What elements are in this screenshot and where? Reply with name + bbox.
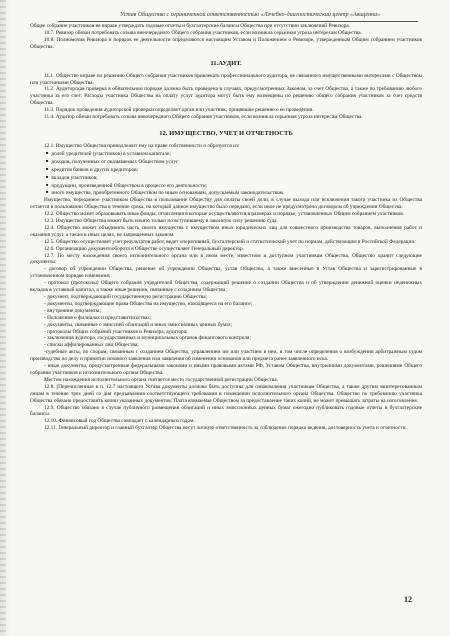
list-item: ■ иного имущества, приобретенного Обществом по иным основаниям, допускаемым законодательством. [30, 189, 422, 197]
paragraph: 12.9. Общество обязано в случае публичного размещения облигаций и иных эмиссионных ценных бумаг ежегодно публиковать годовые отчеты и бухгалтерские балансы. [30, 404, 422, 418]
paragraph: - протоколы Общих собраний участников и Ревизора, аудитора; [44, 328, 188, 335]
paragraph: - договор об учреждении Общества, решение об учреждении Общества, устав Общества, а также внесенные в Устав Общества и зарегистрированные в установленном порядке изменения; [30, 266, 422, 280]
page-number: 12 [404, 595, 412, 604]
paragraph: - протокол (протоколы) Общего собрания учредителей Общества, содержащий решение о создании Общества и об утверждении денежной оценки неденежных вкладов в уставный капитал, а также иные решения, связанные с созданием Общества; [30, 280, 422, 294]
document-body [30, 23, 422, 432]
paragraph: 10.7. Ревизор обязан потребовать созыва внеочередного Общего собрания участников, если возникла серьезная угроза интересам Общества. [44, 29, 362, 36]
paragraph: - внутренние документы; [44, 307, 101, 314]
paragraph: Имущество, переданное участником Общества в пользование Обществу для оплаты своей доли, в случае выхода или исключения такого участника из Общества остается в пользовании Общества в течение срока, на который данное имущество было передано, если иное не предусмотрено договором об учреждении Общества. [30, 197, 422, 211]
section-10-tail [30, 23, 422, 51]
paragraph: - списки аффилированных лиц Общества; [44, 342, 139, 349]
section-11-title: 11.АУДИТ. [210, 59, 242, 67]
paragraph: - Положения о филиалах и представительствах; [44, 314, 152, 321]
paragraph: Местом нахождения исполнительного органа считается место государственной регистрации Общества. [44, 376, 278, 383]
paragraph: 12.4. Общество может объединять часть своего имущества с имуществом иных юридических лиц для совместного производства товаров, выполнения работ и оказания услуг, а также в иных целях, не запрещенных законом. [30, 224, 422, 238]
list-item: ■ доходов, полученных от оказываемых Обществом услуг [30, 158, 422, 166]
list-item: ■ кредитов банков и других кредиторов; [30, 166, 422, 174]
paragraph: 12.7. По месту нахождения своего исполнительного органа или в ином месте, известном и доступном участникам Общества, Общество хранит следующие документы: [30, 252, 422, 266]
paragraph: 10.8. Полномочия Ревизора и порядок ее деятельности определяются настоящим Уставом и Положением о Ревизоре, утвержденным Общим собранием участников Общества. [30, 36, 422, 50]
paragraph: - документы, связанные с эмиссией облигаций и иных эмиссионных ценных бумаг; [44, 321, 233, 328]
paragraph: 12.1. Имущество Общества принадлежит ему на праве собственности и образуется из: [44, 142, 240, 149]
paragraph: 11.1. Общество вправе по решению Общего собрания участников привлекать профессионального аудитора, не связанного имущественными интересами с Обществом или участниками Общества. [30, 72, 422, 86]
list-item: ■ вкладов участников; [30, 174, 422, 182]
paragraph: 12.6. Организацию документооборота в Обществе осуществляет Генеральный директор. [44, 245, 245, 252]
paragraph: 11.3. Порядок проведения аудиторской проверки определяет орган или участник, принявшие решение о ее проведении. [44, 107, 314, 114]
paragraph: 11.2. Аудиторская проверка в обязательном порядке должна быть проведена в случаях, предусмотренных Законом, за счет Общества, а также по требованию любого участника за его счет. Расходы участника Общества на оплату услуг аудитора могут быть ему возмещены по решению общего собрания участников за счет средств Общества. [30, 86, 422, 107]
paragraph: 11.4. Аудитор обязан потребовать созыва внеочередного Общего собрания участников, если возникла серьезная угроза интересам Общества. [44, 114, 363, 121]
list-item: ■ продукции, произведенной Обществом в процессе его деятельности; [30, 182, 422, 190]
paragraph: Общее собрание участников не вправе утверждать годовые отчеты и бухгалтерские балансы Общества при отсутствии заключений Ревизора. [30, 23, 351, 29]
section-12-body [30, 143, 422, 432]
list-item: ■ долей уредителей (участников) в уставном капитале; [30, 150, 422, 158]
section-11-body [30, 73, 422, 121]
paragraph: 12.10. Финансовый год Общества совпадает с календарным годом. [44, 418, 195, 425]
paragraph: -судебные акты, по спорам, связанным с созданием Общества, управлением им или участием в нем, в том числе определения о возбуждении арбитражным судом производства по делу и принятии искового заявления или заявления об изменении основания или предмета ранее заявленного иска. [30, 349, 422, 363]
running-header: Устав Общества с ограниченной ответственностью «Лечебно-диагностический центр «Авиценна» [119, 12, 381, 18]
paragraph: 12.11. Генеральный директор и главный бухгалтер Общества несут личную ответственность за соблюдение порядка ведения, достоверность учета и отчетности. [44, 425, 407, 432]
paragraph: 12.2. Общество может образовывать иные фонды, отчисления в которые осуществляются в размерах и порядке, установленных Общим собранием участников. [44, 211, 405, 218]
paragraph: - заключения аудитора, государственных и муниципальных органов финансового контроля; [44, 335, 251, 342]
paragraph: - иные документы, предусмотренные федеральными законами и иными правовыми актами РФ, Уставом Общества, внутренними документами, решениями Общего собрания участников и исполнительного органа Общества. [30, 363, 422, 376]
section-12-title: 12. ИМУЩЕСТВО, УЧЕТ И ОТЧЕТНОСТЬ [159, 129, 293, 137]
header-rule [58, 21, 418, 22]
paragraph: - документы, подтверждающие права Общества на имущество, находящееся на его балансе; [44, 300, 253, 307]
paragraph: 12.3. Имущество Общества может быть изъято только по вступившему в законную силу решению суда. [44, 218, 278, 225]
paragraph: 12.5. Общество осуществляет учет результатов работ, ведет оперативный, бухгалтерский и статистический учет по нормам, действующим в Российской Федерации. [44, 238, 416, 245]
binding-edge [0, 0, 6, 636]
paragraph: 12.8. [Перечисленные в п. 12.7 настоящего Устава документы должны быть доступны для ознакомления участникам Общества, а также другим заинтересованным лицам в течение трех дней со дня предъявления соответствующего требования в помещении исполнительного органа Общества. Общество по требованию участника Общества обязано предоставить копии указанных документов. Плата взимаемая Обществом за предоставление таких копий, не может превышать затраты на изготовление. [30, 383, 422, 404]
paragraph: - документ, подтверждающий государственную регистрацию Общества; [44, 294, 208, 300]
